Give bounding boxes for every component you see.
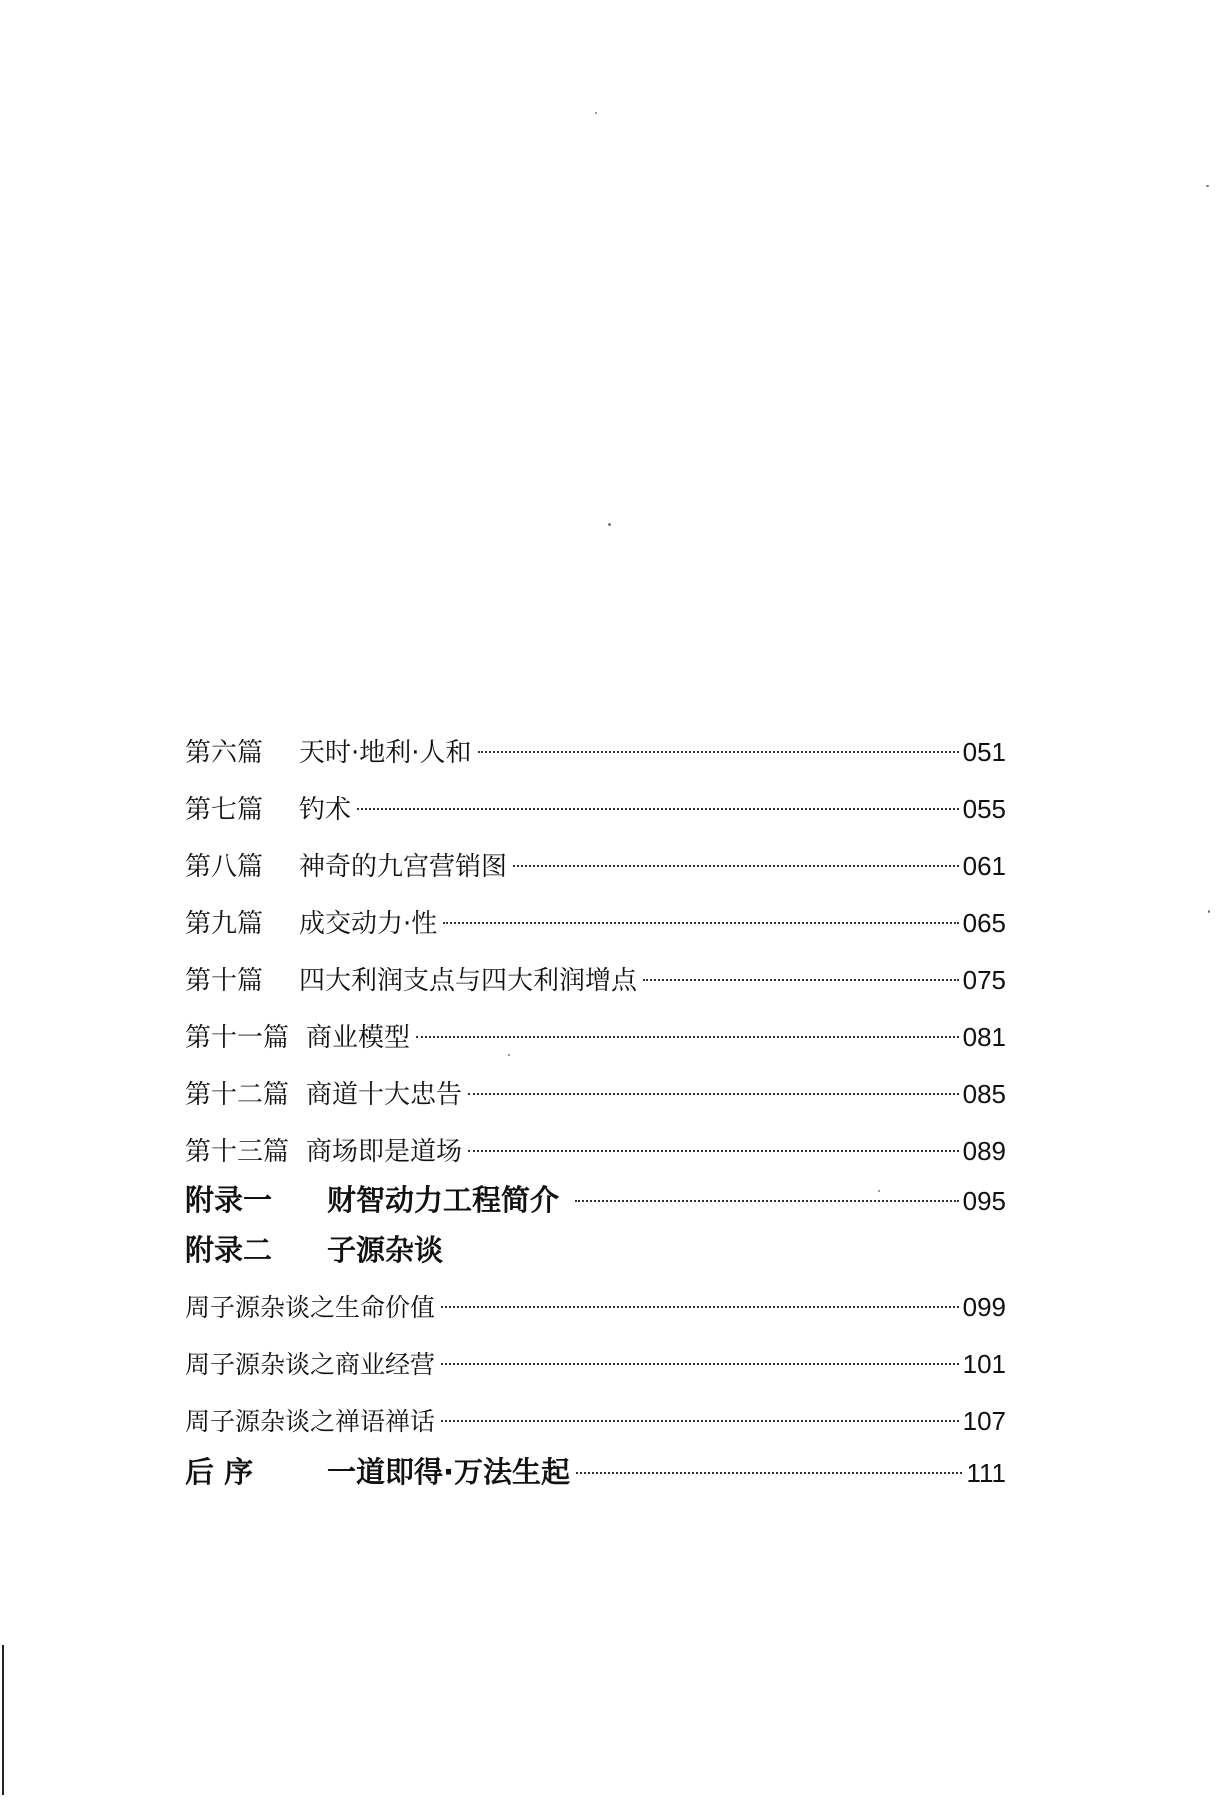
- toc-entry-title: 财智动力工程简介: [327, 1183, 560, 1217]
- toc-entry-label: 第十三篇: [185, 1137, 290, 1167]
- toc-entry-page: 095: [962, 1186, 1006, 1216]
- dot-leader: [443, 922, 958, 924]
- scan-speck: [1206, 185, 1209, 187]
- toc-entry-label: 第十一篇: [185, 1023, 290, 1053]
- toc-entry-label: 第十二篇: [185, 1080, 290, 1110]
- toc-entry-chapter-8: [185, 846, 1006, 883]
- toc-entry-chapter-10: [185, 960, 1006, 997]
- toc-entry-title: 钓术: [299, 795, 352, 825]
- scan-speck: [595, 112, 597, 114]
- scan-speck: [508, 1054, 510, 1056]
- dot-leader: [478, 751, 959, 753]
- toc-entry-chapter-6: [185, 732, 1006, 769]
- toc-entry-title: 四大利润支点与四大利润增点: [299, 966, 638, 996]
- toc-subentry-2: [185, 1345, 1006, 1381]
- toc-subentry-3: [185, 1402, 1006, 1438]
- toc-entry-chapter-9: [185, 903, 1006, 940]
- dot-leader: [576, 1472, 962, 1474]
- toc-entry-label: 第八篇: [185, 852, 264, 882]
- toc-entry-chapter-7: [185, 789, 1006, 826]
- toc-entry-page: 081: [962, 1022, 1006, 1052]
- toc-entry-page: 061: [962, 851, 1006, 881]
- toc-entry-page: 085: [962, 1079, 1006, 1109]
- toc-entry-chapter-11: [185, 1017, 1006, 1054]
- dot-leader: [441, 1306, 959, 1308]
- toc-subentry-page: 101: [962, 1349, 1006, 1379]
- toc-entry-title: 天时·地利·人和: [299, 738, 472, 768]
- toc-entry-chapter-12: [185, 1074, 1006, 1111]
- toc-entry-page: 075: [962, 965, 1006, 995]
- toc-entry-title: 商道十大忠告: [306, 1080, 463, 1110]
- toc-subentry-1: [185, 1288, 1006, 1324]
- toc-entry-label: 第九篇: [185, 909, 264, 939]
- toc-entry-afterword: [185, 1450, 1006, 1491]
- dot-leader: [441, 1363, 959, 1365]
- scan-edge-line: [2, 1645, 4, 1795]
- toc-entry-page: 065: [962, 908, 1006, 938]
- toc-entry-label: 附录二: [185, 1233, 273, 1267]
- toc-entry-chapter-13: [185, 1131, 1006, 1168]
- scan-speck: [608, 523, 611, 526]
- toc-entry-label: 第七篇: [185, 795, 264, 825]
- scan-speck: [878, 1190, 880, 1192]
- toc-entry-appendix-2: [185, 1228, 1006, 1269]
- toc-subentry-page: 099: [962, 1292, 1006, 1322]
- toc-entry-label: 附录一: [185, 1183, 273, 1217]
- toc-entry-label: 第六篇: [185, 738, 264, 768]
- dot-leader: [441, 1420, 959, 1422]
- dot-leader: [416, 1036, 959, 1038]
- toc-entry-appendix-1: [185, 1178, 1006, 1219]
- toc-subentry-title: 周子源杂谈之禅语禅话: [185, 1407, 436, 1436]
- toc-entry-title: 子源杂谈: [327, 1233, 444, 1267]
- toc-entry-title: 成交动力·性: [299, 909, 438, 939]
- dot-leader: [468, 1150, 959, 1152]
- toc-entry-title: 商业模型: [306, 1023, 411, 1053]
- toc-entry-title: 一道即得·万法生起: [327, 1455, 571, 1489]
- toc-entry-page: 055: [962, 794, 1006, 824]
- toc-entry-page: 051: [962, 737, 1006, 767]
- dot-leader: [357, 808, 959, 810]
- dot-leader: [468, 1093, 959, 1095]
- toc-entry-page: 089: [962, 1136, 1006, 1166]
- scan-speck: [1208, 910, 1210, 913]
- dot-leader: [643, 979, 959, 981]
- toc-entry-label: 第十篇: [185, 966, 264, 996]
- dot-leader: [575, 1200, 959, 1202]
- toc-entry-page: 111: [966, 1458, 1006, 1488]
- toc-entry-title: 商场即是道场: [306, 1137, 463, 1167]
- dot-leader: [513, 865, 959, 867]
- toc-entry-label: 后 序: [185, 1455, 254, 1489]
- toc-subentry-title: 周子源杂谈之生命价值: [185, 1293, 436, 1322]
- toc-entry-title: 神奇的九宫营销图: [299, 852, 508, 882]
- toc-subentry-page: 107: [962, 1406, 1006, 1436]
- toc-subentry-title: 周子源杂谈之商业经营: [185, 1350, 436, 1379]
